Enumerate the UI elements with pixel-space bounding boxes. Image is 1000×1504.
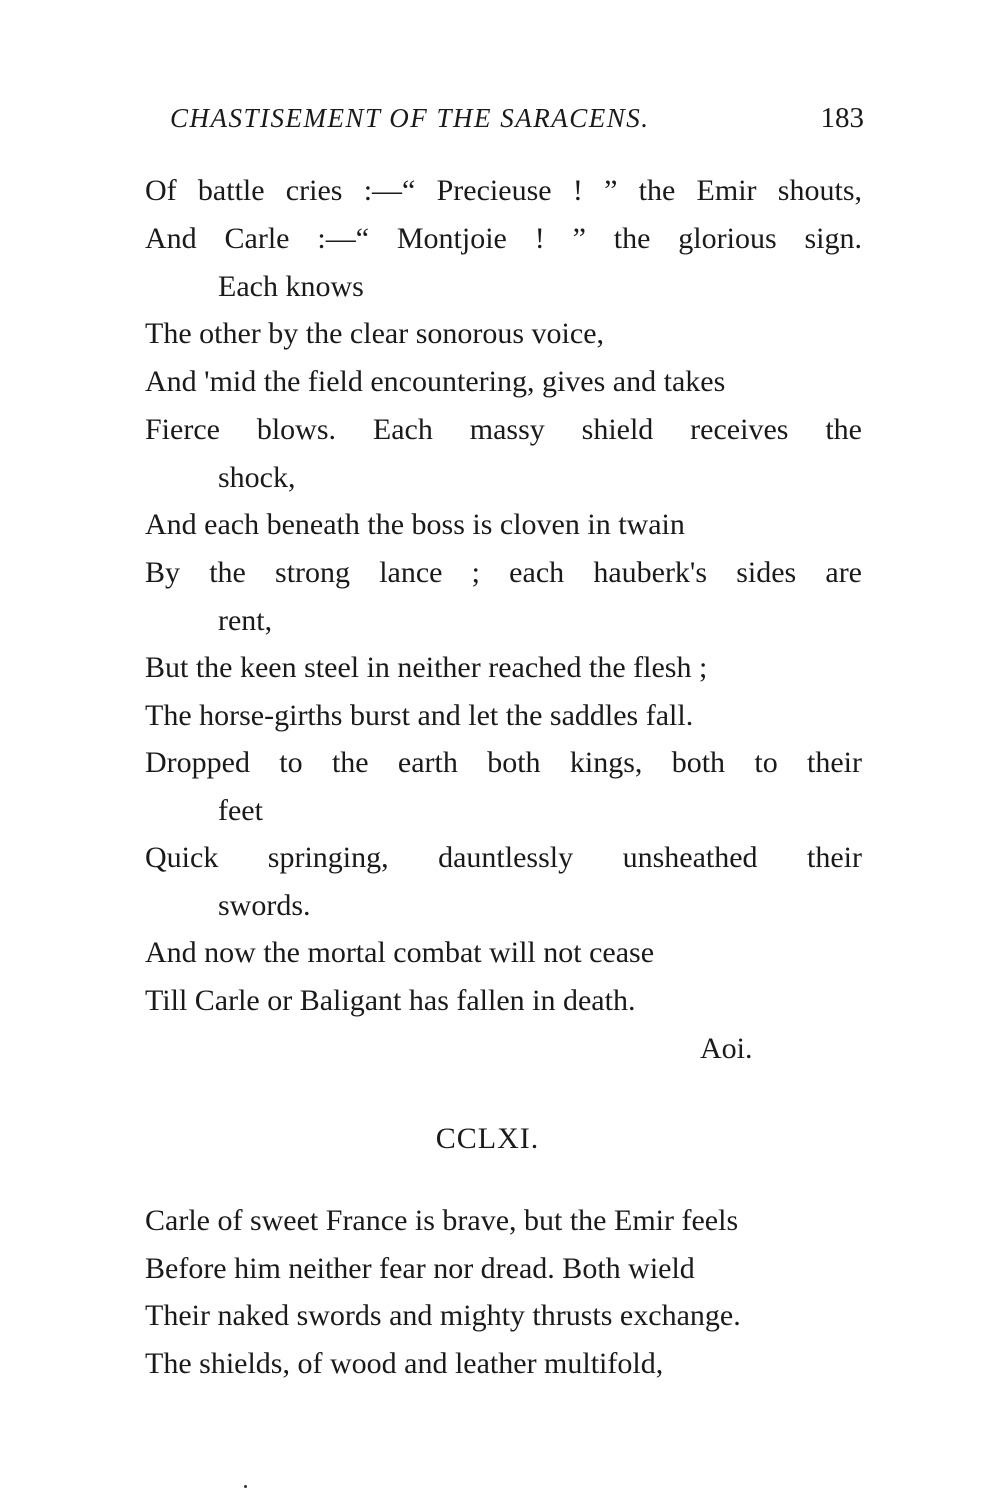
- verse-line: Their naked swords and mighty thrusts exchange.: [145, 1299, 741, 1332]
- paper-speck: [244, 1485, 247, 1488]
- page-number: 183: [820, 102, 864, 134]
- refrain-aoi: Aoi.: [700, 1032, 753, 1065]
- running-head: [170, 96, 870, 140]
- verse-line-continuation: rent,: [218, 604, 273, 637]
- verse-line-continuation: swords.: [218, 889, 311, 922]
- verse-line: The shields, of wood and leather multifold,: [145, 1347, 664, 1380]
- verse-line: The other by the clear sonorous voice,: [145, 317, 605, 350]
- verse-line: Dropped to the earth both kings, both to their: [145, 746, 862, 779]
- verse-line: Till Carle or Baligant has fallen in death.: [145, 984, 636, 1017]
- running-title: CHASTISEMENT OF THE SARACENS.: [170, 103, 650, 133]
- verse-line: But the keen steel in neither reached the flesh ;: [145, 651, 708, 684]
- verse-line: Carle of sweet France is brave, but the Emir feels: [145, 1204, 739, 1237]
- verse-line: Quick springing, dauntlessly unsheathed their: [145, 841, 862, 874]
- verse-line-continuation: shock,: [218, 461, 296, 494]
- verse-line: And now the mortal combat will not cease: [145, 936, 655, 969]
- verse-line: The horse-girths burst and let the saddles fall.: [145, 699, 694, 732]
- verse-line: And Carle :—“ Montjoie ! ” the glorious sign.: [145, 222, 862, 255]
- verse-line: By the strong lance ; each hauberk's sides are: [145, 556, 862, 589]
- verse-line: And 'mid the field encountering, gives and takes: [145, 365, 726, 398]
- verse-line: Fierce blows. Each massy shield receives the: [145, 413, 862, 446]
- verse-line: Of battle cries :—“ Precieuse ! ” the Emir shouts,: [145, 174, 862, 207]
- section-heading: CCLXI.: [435, 1122, 540, 1155]
- verse-line: And each beneath the boss is cloven in twain: [145, 508, 685, 541]
- verse-line: Before him neither fear nor dread. Both wield: [145, 1252, 695, 1285]
- verse-line-continuation: Each knows: [218, 270, 364, 303]
- verse-line-continuation: feet: [218, 794, 263, 827]
